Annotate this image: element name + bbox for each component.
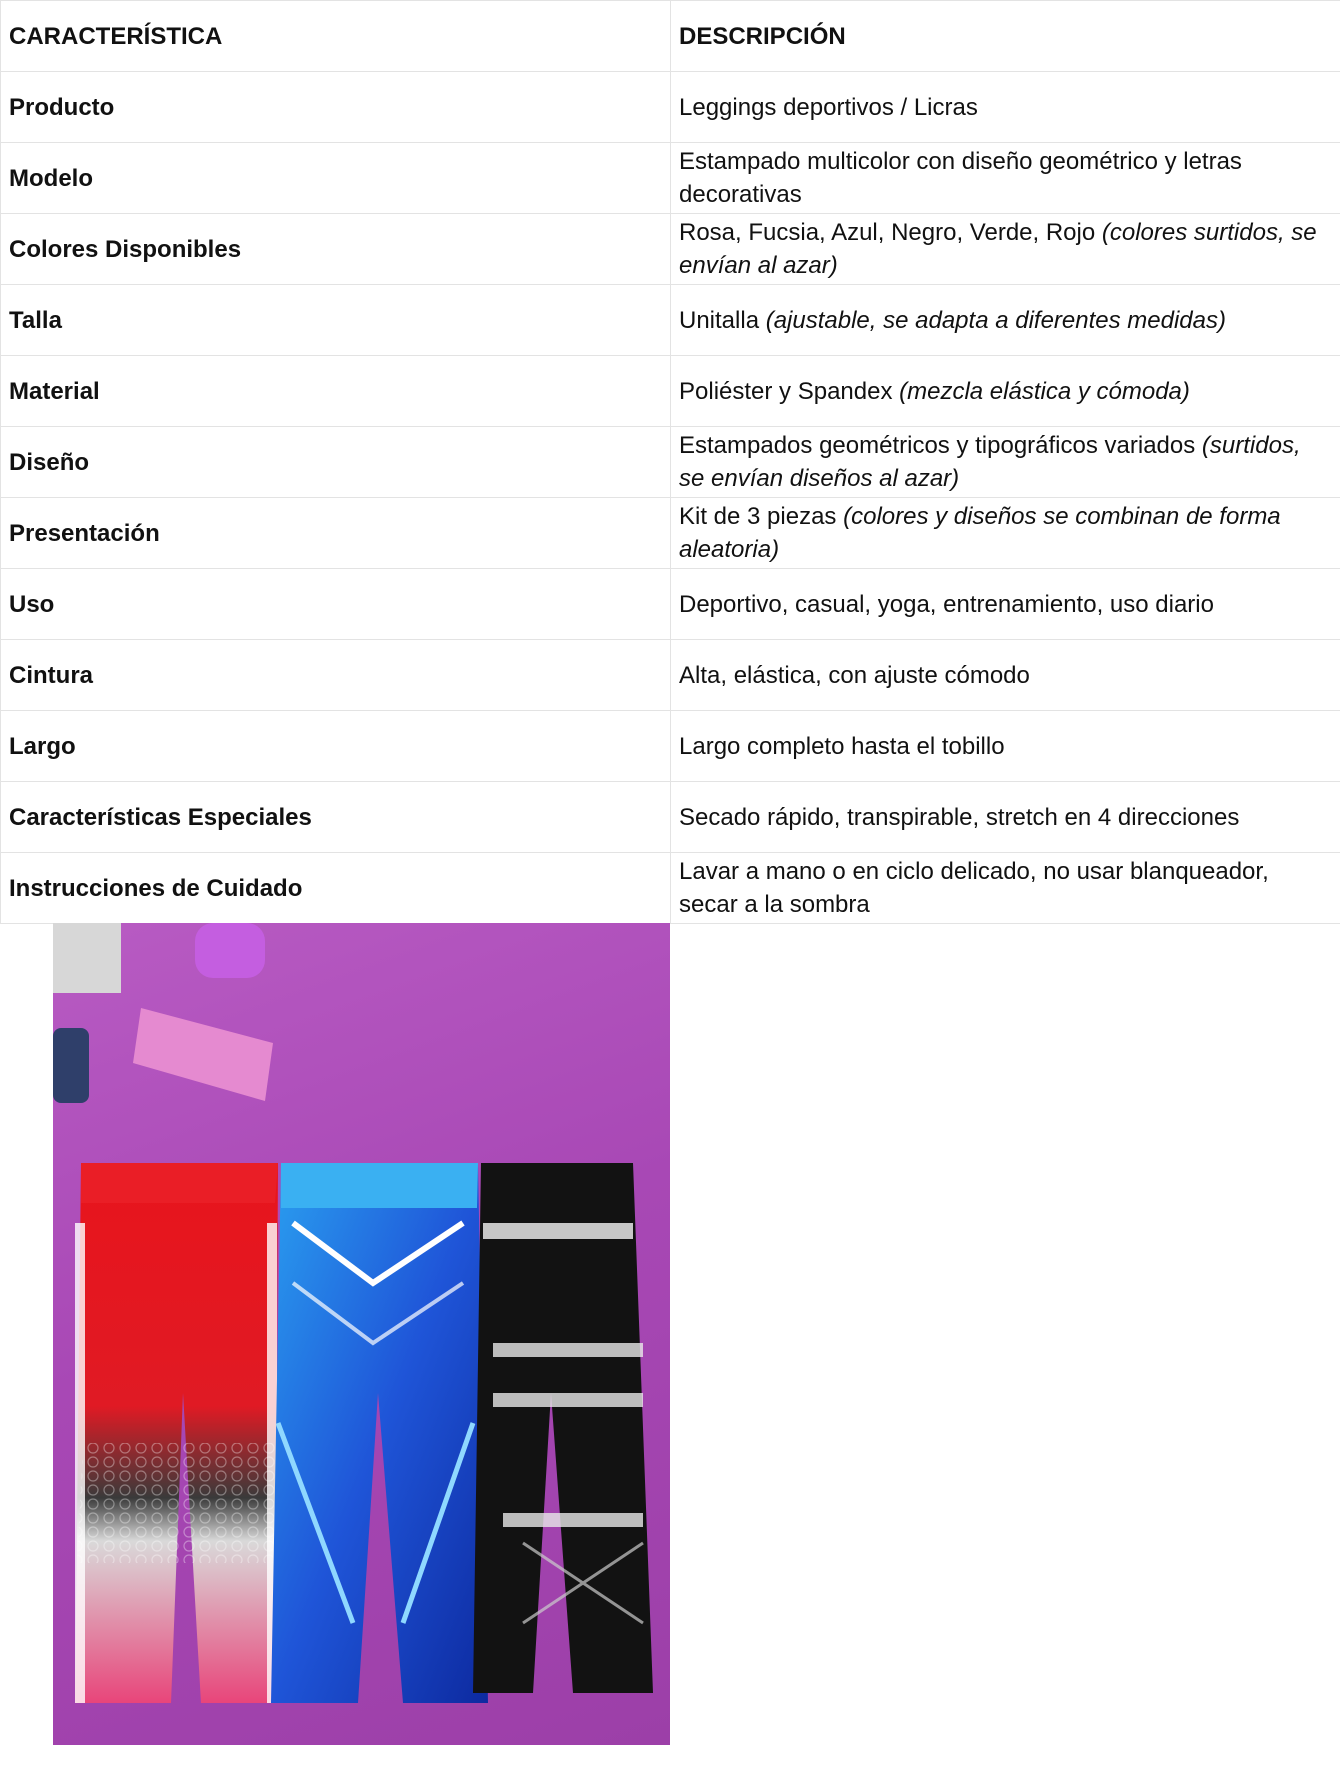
row-value [671, 72, 1340, 143]
row-value-text: Deportivo, casual, yoga, entrenamiento, uso diario [679, 590, 1214, 618]
row-value-text: Rosa, Fucsia, Azul, Negro, Verde, Rojo [679, 219, 1102, 246]
row-value-note: (surtidos, se envían diseños al azar) [679, 432, 1301, 492]
row-label: Características Especiales [1, 782, 671, 853]
table-row [1, 427, 1340, 498]
row-label: Uso [1, 569, 671, 640]
row-value [671, 214, 1340, 285]
laptop-corner [53, 923, 121, 993]
leggings-illustration [53, 923, 670, 1745]
row-value [671, 711, 1340, 782]
row-label: Diseño [1, 427, 671, 498]
row-value-text: Unitalla [679, 306, 766, 334]
water-bottle [53, 1028, 89, 1103]
row-value [671, 498, 1340, 569]
black-leggings [473, 1163, 653, 1693]
table-row [1, 143, 1340, 214]
table-row [1, 498, 1340, 569]
header-caracteristica: CARACTERÍSTICA [1, 1, 671, 72]
table-row [1, 640, 1340, 711]
row-value [671, 640, 1340, 711]
row-value [671, 143, 1340, 214]
row-value-text: Estampado multicolor con diseño geométrico y letras decorativas [679, 148, 1242, 208]
table-row [1, 214, 1340, 285]
row-value-note: (mezcla elástica y cómoda) [899, 377, 1190, 405]
product-photo [53, 923, 670, 1745]
table-row [1, 569, 1340, 640]
red-leggings [75, 1163, 278, 1703]
row-value-text: Estampados geométricos y tipográficos variados [679, 432, 1202, 459]
row-value-text: Alta, elástica, con ajuste cómodo [679, 661, 1030, 689]
blue-leggings [271, 1163, 488, 1703]
row-value [671, 427, 1340, 498]
row-label: Instrucciones de Cuidado [1, 853, 671, 924]
row-value-text: Largo completo hasta el tobillo [679, 732, 1005, 760]
row-value-note: (colores y diseños se combinan de forma aleatoria) [679, 503, 1281, 563]
row-label: Presentación [1, 498, 671, 569]
header-descripcion: DESCRIPCIÓN [671, 1, 1340, 72]
row-label: Colores Disponibles [1, 214, 671, 285]
row-value [671, 853, 1340, 924]
row-label: Talla [1, 285, 671, 356]
row-label: Material [1, 356, 671, 427]
row-label: Modelo [1, 143, 671, 214]
row-value [671, 569, 1340, 640]
row-value-text: Kit de 3 piezas [679, 503, 844, 530]
row-value-note: (ajustable, se adapta a diferentes medidas) [765, 306, 1226, 334]
resistance-band [133, 1008, 273, 1101]
row-label: Largo [1, 711, 671, 782]
row-value [671, 356, 1340, 427]
row-value [671, 782, 1340, 853]
table-row [1, 853, 1340, 924]
table-row [1, 72, 1340, 143]
table-row [1, 356, 1340, 427]
row-value-note: (colores surtidos, se envían al azar) [679, 219, 1317, 279]
table-row [1, 285, 1340, 356]
table-row [1, 782, 1340, 853]
foam-roller [195, 923, 265, 978]
row-value-text: Secado rápido, transpirable, stretch en 4 direcciones [679, 803, 1240, 831]
row-label: Producto [1, 72, 671, 143]
row-value-text: Poliéster y Spandex [679, 377, 900, 405]
row-value-text: Lavar a mano o en ciclo delicado, no usar blanqueador, secar a la sombra [679, 858, 1269, 918]
table-row [1, 711, 1340, 782]
row-value-text: Leggings deportivos / Licras [679, 93, 978, 121]
row-label: Cintura [1, 640, 671, 711]
table-header-row [1, 1, 1340, 72]
row-value [671, 285, 1340, 356]
